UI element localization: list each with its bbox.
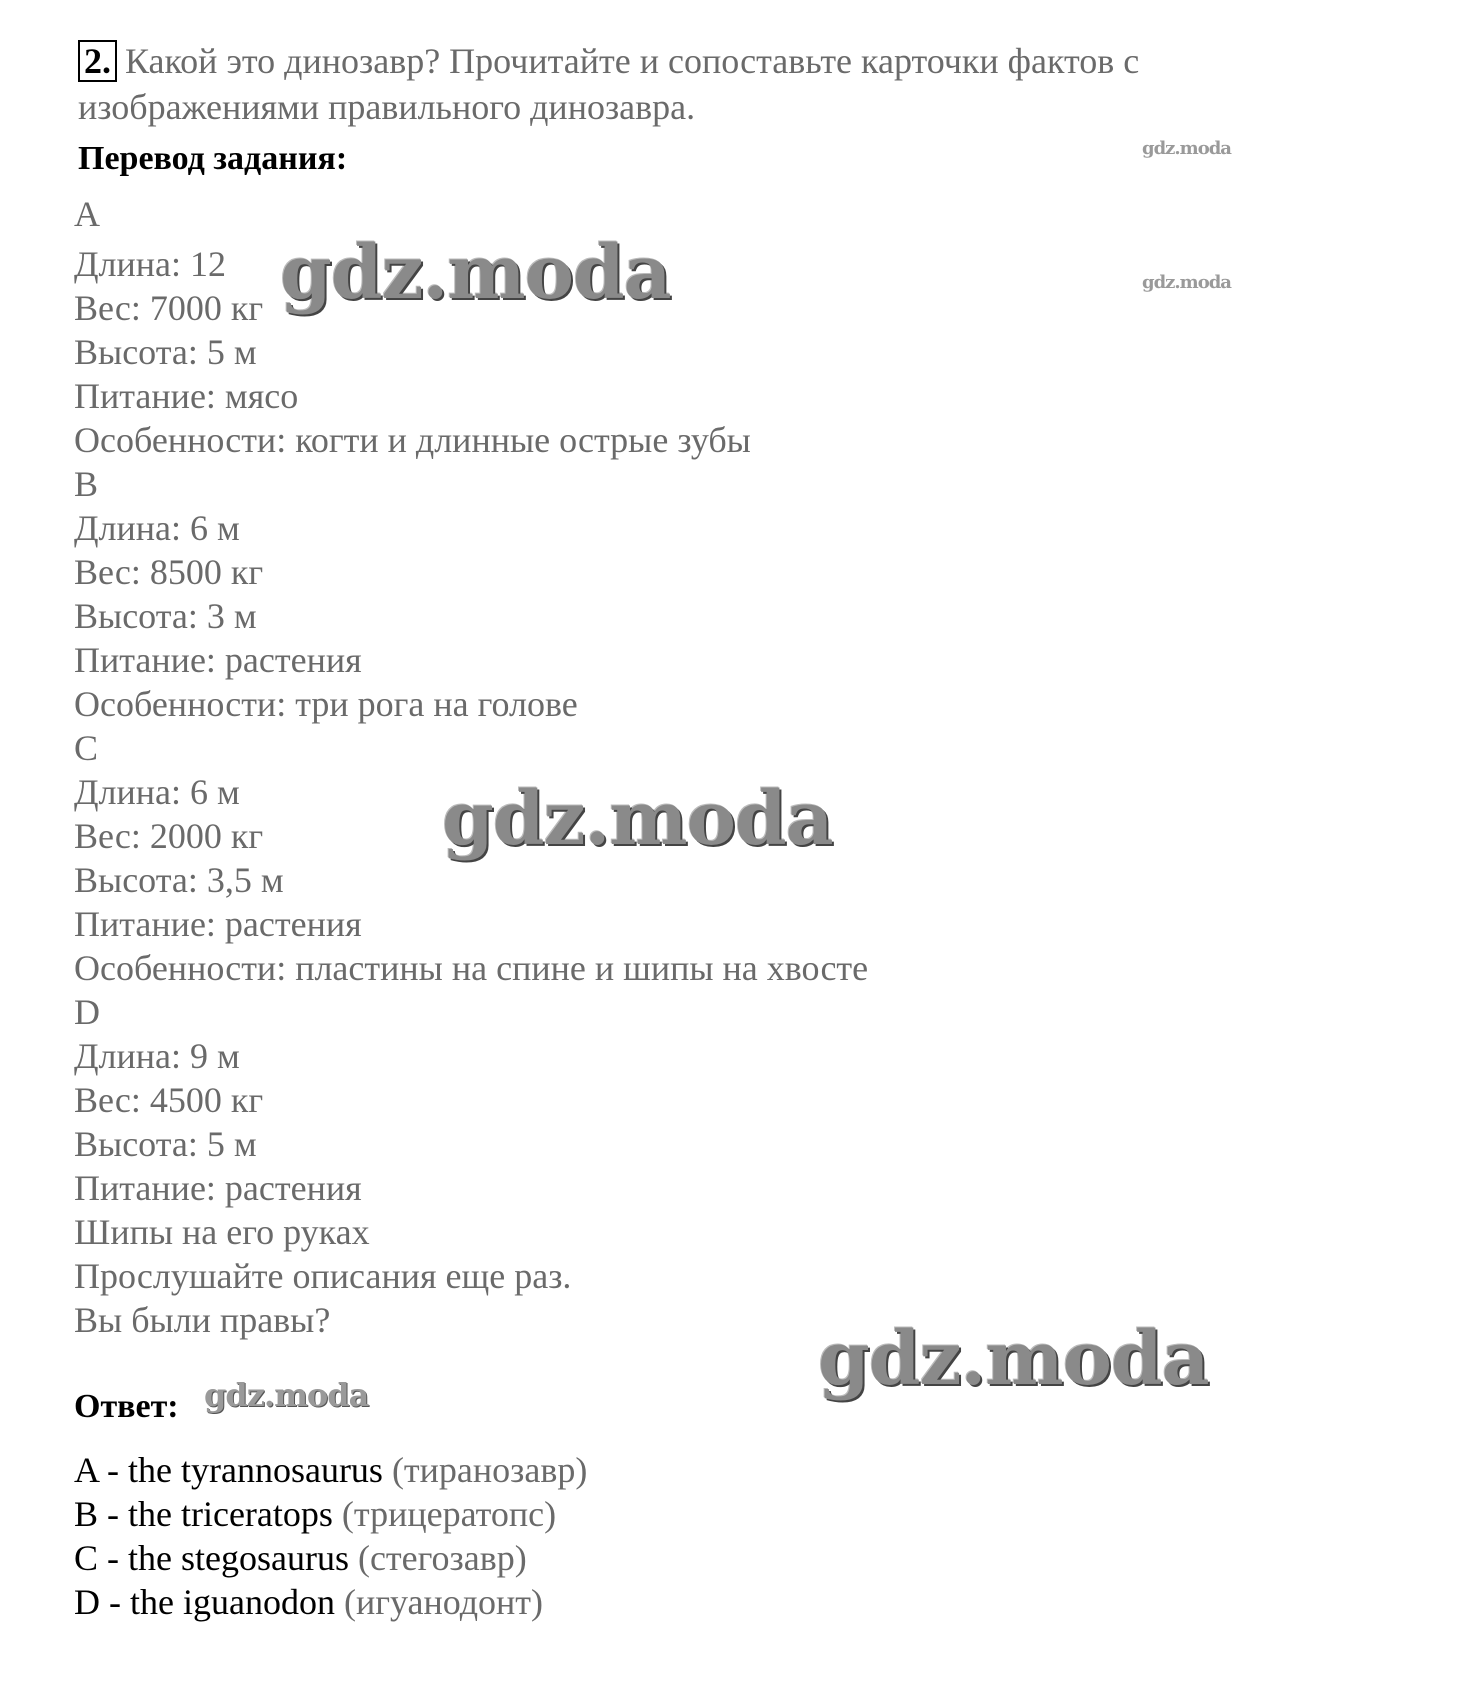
answer-label: Ответ:: [74, 1388, 179, 1425]
card-b-weight: Вес: 8500 кг: [74, 552, 264, 592]
task-number: 2.: [78, 40, 117, 82]
answer-c-en: C - the stegosaurus: [74, 1538, 349, 1578]
answer-d: [74, 1580, 543, 1624]
card-b-features: Особенности: три рога на голове: [74, 684, 578, 724]
card-c-features: Особенности: пластины на спине и шипы на хвосте: [74, 948, 869, 988]
card-c-length: Длина: 6 м: [74, 772, 240, 812]
card-c-weight: Вес: 2000 кг: [74, 816, 264, 856]
task-heading: [78, 38, 1278, 130]
answer-d-en: D - the iguanodon: [74, 1582, 335, 1622]
watermark-large-3: gdz.moda: [818, 1316, 1209, 1402]
card-b-length: Длина: 6 м: [74, 508, 240, 548]
card-b-height: Высота: 3 м: [74, 596, 257, 636]
card-a-height: Высота: 5 м: [74, 332, 257, 372]
card-d-height: Высота: 5 м: [74, 1124, 257, 1164]
answer-d-ru: (игуанодонт): [343, 1582, 544, 1622]
card-a-weight: Вес: 7000 кг: [74, 288, 264, 328]
task-text: Какой это динозавр? Прочитайте и сопоставьте карточки фактов с изображениями правильного динозавра.: [78, 41, 1140, 127]
card-a-length: Длина: 12: [74, 244, 227, 284]
check-question: Вы были правы?: [74, 1300, 331, 1340]
watermark-small-2: gdz.moda: [1142, 272, 1231, 293]
card-b-diet: Питание: растения: [74, 640, 362, 680]
card-c-height: Высота: 3,5 м: [74, 860, 284, 900]
watermark-large-2: gdz.moda: [442, 776, 833, 862]
translation-label: Перевод задания:: [78, 140, 348, 177]
answer-b-en: B - the triceratops: [74, 1494, 333, 1534]
card-d-weight: Вес: 4500 кг: [74, 1080, 264, 1120]
card-d-diet: Питание: растения: [74, 1168, 362, 1208]
card-a-diet: Питание: мясо: [74, 376, 299, 416]
card-d-letter: D: [74, 992, 100, 1032]
answer-c-ru: (стегозавр): [357, 1538, 527, 1578]
card-d-length: Длина: 9 м: [74, 1036, 240, 1076]
watermark-medium: gdz.moda: [204, 1376, 369, 1414]
card-d-features: Шипы на его руках: [74, 1212, 370, 1252]
watermark-large-1: gdz.moda: [280, 230, 671, 316]
answer-b-ru: (трицератопс): [341, 1494, 557, 1534]
answer-a-ru: (тиранозавр): [391, 1450, 588, 1490]
card-c-letter: C: [74, 728, 99, 768]
watermark-small-1: gdz.moda: [1142, 138, 1231, 159]
card-c-diet: Питание: растения: [74, 904, 362, 944]
answer-c: [74, 1536, 527, 1580]
answer-b: [74, 1492, 556, 1536]
card-b-letter: B: [74, 464, 99, 504]
answer-a: [74, 1448, 587, 1492]
card-a-letter: A: [74, 194, 100, 234]
answer-a-en: A - the tyrannosaurus: [74, 1450, 383, 1490]
listen-instruction: Прослушайте описания еще раз.: [74, 1256, 572, 1296]
card-a-features: Особенности: когти и длинные острые зубы: [74, 420, 751, 460]
